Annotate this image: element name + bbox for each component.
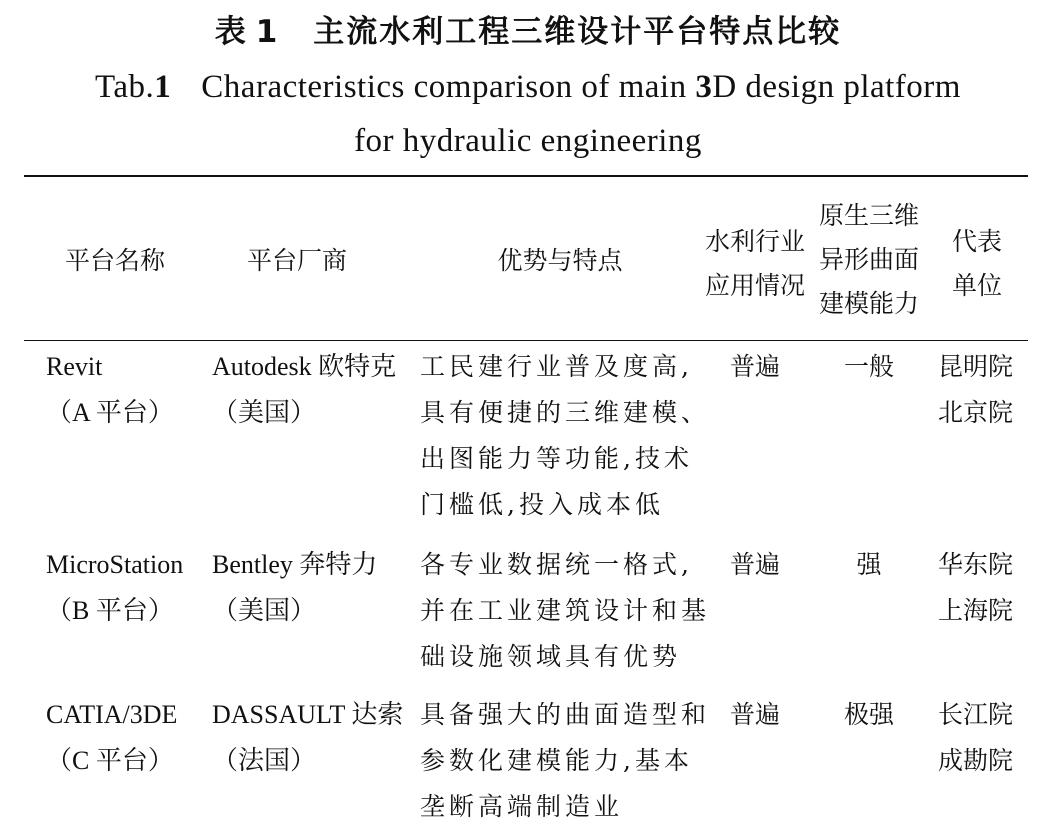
caption-cn-label: 表 [214,14,248,50]
row2-unit2: 上海院 [938,596,1014,625]
header-units-line1: 代表 [951,227,1002,256]
caption-en-line2: for hydraulic engineering [354,123,702,159]
row2-unit1: 华东院 [938,550,1014,579]
row3-vendor [212,692,403,784]
row2-name-line1: MicroStation [46,550,184,579]
row2-modeling: 强 [856,550,882,579]
row1-adv-line3: 出图能力等功能,技术 [420,444,693,473]
caption-en-title-a: Characteristics comparison of main [201,69,696,105]
caption-en-number: 1 [154,69,172,105]
row2-units [938,542,1013,634]
table-row [46,692,177,784]
row2-adv-line2: 并在工业建筑设计和基 [420,596,711,625]
header-modeling-line1: 原生三维 [818,201,919,230]
row3-name-line1: CATIA/3DE [46,700,178,729]
row2-application: 普遍 [729,550,780,579]
row1-units [938,344,1013,436]
row1-advantages [420,344,710,528]
table-top-rule [24,175,1028,177]
row2-name-line2: （B 平台） [46,596,174,625]
header-application [700,220,810,308]
row3-units [938,692,1013,784]
row1-vendor-line2: （美国） [212,398,317,427]
table-row [46,542,183,634]
row1-adv-line4: 门槛低,投入成本低 [420,490,664,519]
caption-en-title-b: D design platform [712,69,961,105]
caption-en-line1 [0,60,1056,114]
header-units [932,220,1022,308]
row1-modeling: 一般 [843,352,894,381]
header-vendor: 平台厂商 [246,246,347,275]
header-application-line1: 水利行业 [704,227,805,256]
row3-advantages [420,692,710,830]
row3-application: 普遍 [729,700,780,729]
table-row [46,344,174,436]
row2-adv-line1: 各专业数据统一格式, [420,550,693,579]
header-application-line2: 应用情况 [704,271,805,300]
row1-name-line2: （A 平台） [46,398,174,427]
row3-adv-line2: 参数化建模能力,基本 [420,746,693,775]
header-units-line2: 单位 [951,271,1002,300]
header-platform-name: 平台名称 [64,246,165,275]
row1-unit1: 昆明院 [938,352,1014,381]
row3-vendor-line1: DASSAULT 达索 [212,700,404,729]
row3-unit2: 成勘院 [938,746,1014,775]
row2-vendor [212,542,377,634]
row1-name-line1: Revit [46,352,103,381]
row3-adv-line3: 垄断高端制造业 [420,792,624,821]
row1-unit2: 北京院 [938,398,1014,427]
row2-adv-line3: 础设施领域具有优势 [420,642,682,671]
table-header-rule [24,340,1028,341]
caption-chinese [0,10,1056,54]
row2-advantages [420,542,710,680]
row2-vendor-line1: Bentley 奔特力 [212,550,378,579]
caption-cn-title: 主流水利工程三维设计平台特点比较 [313,14,842,50]
row3-adv-line1: 具备强大的曲面造型和 [420,700,711,729]
header-advantages: 优势与特点 [497,246,623,275]
row3-modeling: 极强 [843,700,894,729]
header-modeling [814,194,924,326]
header-modeling-line3: 建模能力 [818,289,919,318]
row3-vendor-line2: （法国） [212,746,317,775]
caption-en-label: Tab. [95,69,155,105]
caption-en-title-bold: 3 [695,69,713,105]
row1-vendor [212,344,396,436]
caption-english [0,60,1056,168]
row1-adv-line2: 具有便捷的三维建模、 [420,398,711,427]
row2-vendor-line2: （美国） [212,596,317,625]
row1-adv-line1: 工民建行业普及度高, [420,352,693,381]
header-modeling-line2: 异形曲面 [818,245,919,274]
row3-unit1: 长江院 [938,700,1014,729]
row3-name-line2: （C 平台） [46,746,174,775]
row1-application: 普遍 [729,352,780,381]
caption-cn-number: 1 [255,14,280,50]
row1-vendor-line1: Autodesk 欧特克 [212,352,397,381]
